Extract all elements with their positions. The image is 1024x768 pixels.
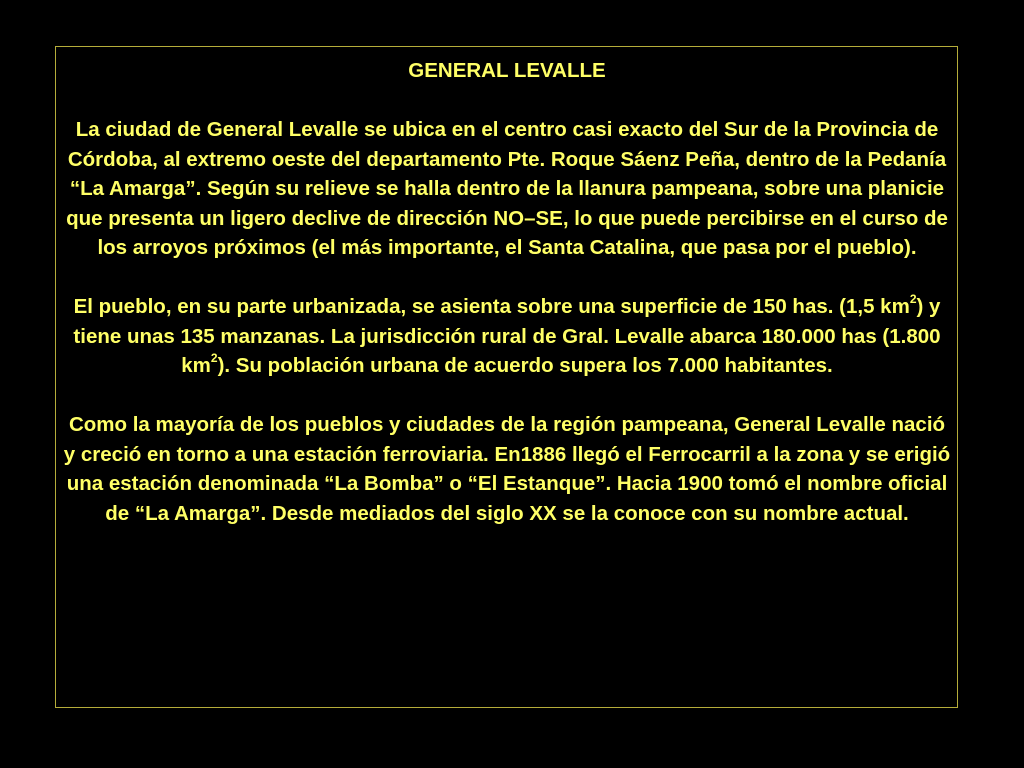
superscript-squared: 2: [909, 292, 917, 307]
spacer: [62, 263, 952, 293]
paragraph-area-part1: El pueblo, en su parte urbanizada, se asienta sobre una superficie de 150 has. (1,5 km: [73, 295, 910, 318]
paragraph-area: [62, 292, 952, 381]
superscript-squared: 2: [210, 351, 218, 366]
paragraph-location: La ciudad de General Levalle se ubica en el centro casi exacto del Sur de la Provincia de Córdoba, al extremo oeste del departamento Pte. Roque Sáenz Peña, dentro de la Pedanía “La Amarga”. Según su relieve se halla dentro de la llanura pampeana, sobre una planicie que presenta un ligero declive de dirección NO–SE, lo que puede percibirse en el curso de los arroyos próximos (el más importante, el Santa Catalina, que pasa por el pueblo).: [66, 118, 948, 259]
paragraph-history: Como la mayoría de los pueblos y ciudades de la región pampeana, General Levalle nació y creció en torno a una estación ferroviaria. En1886 llegó el Ferrocarril a la zona y se erigió una estación denominada “La Bomba” o “El Estanque”. Hacia 1900 tomó el nombre oficial de “La Amarga”. Desde mediados del siglo XX se la conoce con su nombre actual.: [63, 413, 951, 525]
paragraph-area-part3: ). Su población urbana de acuerdo supera los 7.000 habitantes.: [217, 354, 833, 377]
paragraph-area-part2: ) y tiene unas 135 manzanas. La jurisdicción rural de Gral. Levalle abarca 180.000 has (1.800 km: [73, 295, 941, 377]
slide-content: [62, 56, 952, 528]
spacer: [62, 381, 952, 411]
slide-title: GENERAL LEVALLE: [408, 59, 606, 82]
spacer: [62, 86, 952, 116]
